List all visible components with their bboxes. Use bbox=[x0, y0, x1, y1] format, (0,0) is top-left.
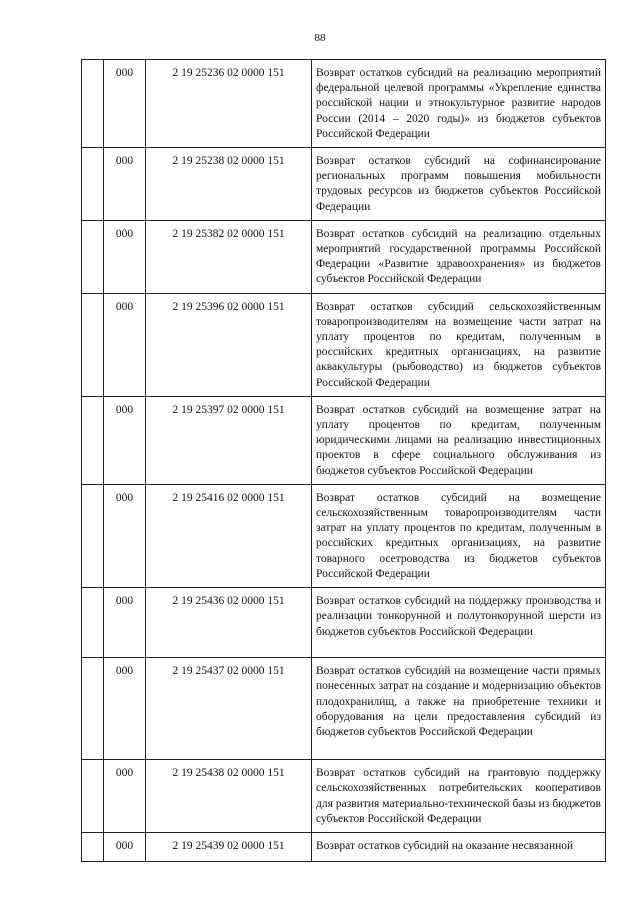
description-cell: Возврат остатков субсидий на возмещение затрат на уплату процентов по кредитам, полученным юридическими лицами на реализацию инвестиционных проектов в сфере социального обслуживания из бюджетов субъектов Российской Федерации bbox=[312, 396, 606, 484]
budget-code-cell: 2 19 25436 02 0000 151 bbox=[146, 588, 312, 658]
empty-cell bbox=[82, 220, 104, 293]
description-cell: Возврат остатков субсидий на оказание несвязанной bbox=[312, 832, 606, 861]
table-row bbox=[82, 760, 606, 833]
description-cell: Возврат остатков субсидий на софинансирование региональных программ повышения мобильности трудовых ресурсов из бюджетов субъектов Российской Федерации bbox=[312, 148, 606, 221]
table-row bbox=[82, 148, 606, 221]
empty-cell bbox=[82, 293, 104, 396]
budget-codes-table bbox=[81, 59, 606, 862]
table-row bbox=[82, 658, 606, 760]
description-cell: Возврат остатков субсидий сельскохозяйственным товаропроизводителям на возмещение части затрат на уплату процентов по кредитам, полученным в российских кредитных организациях, на развитие аквакультуры (рыбоводство) из бюджетов субъектов Российской Федерации bbox=[312, 293, 606, 396]
admin-code-cell: 000 bbox=[104, 484, 146, 587]
budget-code-cell: 2 19 25438 02 0000 151 bbox=[146, 760, 312, 833]
admin-code-cell: 000 bbox=[104, 396, 146, 484]
admin-code-cell: 000 bbox=[104, 220, 146, 293]
description-cell: Возврат остатков субсидий на возмещение части прямых понесенных затрат на создание и модернизацию объектов плодохранилищ, а также на приобретение техники и оборудования на цели предоставления субсидий из бюджетов субъектов Российской Федерации bbox=[312, 658, 606, 760]
admin-code-cell: 000 bbox=[104, 293, 146, 396]
table-row bbox=[82, 60, 606, 148]
budget-code-cell: 2 19 25437 02 0000 151 bbox=[146, 658, 312, 760]
empty-cell bbox=[82, 148, 104, 221]
page-number: 88 bbox=[314, 32, 326, 44]
table-row bbox=[82, 832, 606, 861]
table-row bbox=[82, 484, 606, 587]
admin-code-cell: 000 bbox=[104, 588, 146, 658]
description-cell: Возврат остатков субсидий на возмещение сельскохозяйственным товаропроизводителям части затрат на уплату процентов по кредитам, полученным в российских кредитных организациях, на развитие товарного осетроводства из бюджетов субъектов Российской Федерации bbox=[312, 484, 606, 587]
description-cell: Возврат остатков субсидий на грантовую поддержку сельскохозяйственных потребительских кооперативов для развития материально-технической базы из бюджетов субъектов Российской Федерации bbox=[312, 760, 606, 833]
budget-code-cell: 2 19 25236 02 0000 151 bbox=[146, 60, 312, 148]
budget-code-cell: 2 19 25382 02 0000 151 bbox=[146, 220, 312, 293]
budget-code-cell: 2 19 25439 02 0000 151 bbox=[146, 832, 312, 861]
empty-cell bbox=[82, 484, 104, 587]
table-row bbox=[82, 396, 606, 484]
admin-code-cell: 000 bbox=[104, 60, 146, 148]
budget-code-cell: 2 19 25238 02 0000 151 bbox=[146, 148, 312, 221]
budget-code-cell: 2 19 25396 02 0000 151 bbox=[146, 293, 312, 396]
budget-code-cell: 2 19 25397 02 0000 151 bbox=[146, 396, 312, 484]
table-row bbox=[82, 293, 606, 396]
empty-cell bbox=[82, 396, 104, 484]
admin-code-cell: 000 bbox=[104, 760, 146, 833]
description-cell: Возврат остатков субсидий на реализацию мероприятий федеральной целевой программы «Укрепление единства российской нации и этнокультурное развитие народов России (2014 – 2020 годы)» из бюджетов субъектов Российской Федерации bbox=[312, 60, 606, 148]
empty-cell bbox=[82, 760, 104, 833]
admin-code-cell: 000 bbox=[104, 148, 146, 221]
empty-cell bbox=[82, 832, 104, 861]
description-cell: Возврат остатков субсидий на поддержку производства и реализации тонкорунной и полутонкорунной шерсти из бюджетов субъектов Российской Федерации bbox=[312, 588, 606, 658]
table-row bbox=[82, 588, 606, 658]
empty-cell bbox=[82, 658, 104, 760]
admin-code-cell: 000 bbox=[104, 658, 146, 760]
empty-cell bbox=[82, 588, 104, 658]
description-cell: Возврат остатков субсидий на реализацию отдельных мероприятий государственной программы Российской Федерации «Развитие здравоохранения» из бюджетов субъектов Российской Федерации bbox=[312, 220, 606, 293]
table-row bbox=[82, 220, 606, 293]
admin-code-cell: 000 bbox=[104, 832, 146, 861]
empty-cell bbox=[82, 60, 104, 148]
budget-code-cell: 2 19 25416 02 0000 151 bbox=[146, 484, 312, 587]
